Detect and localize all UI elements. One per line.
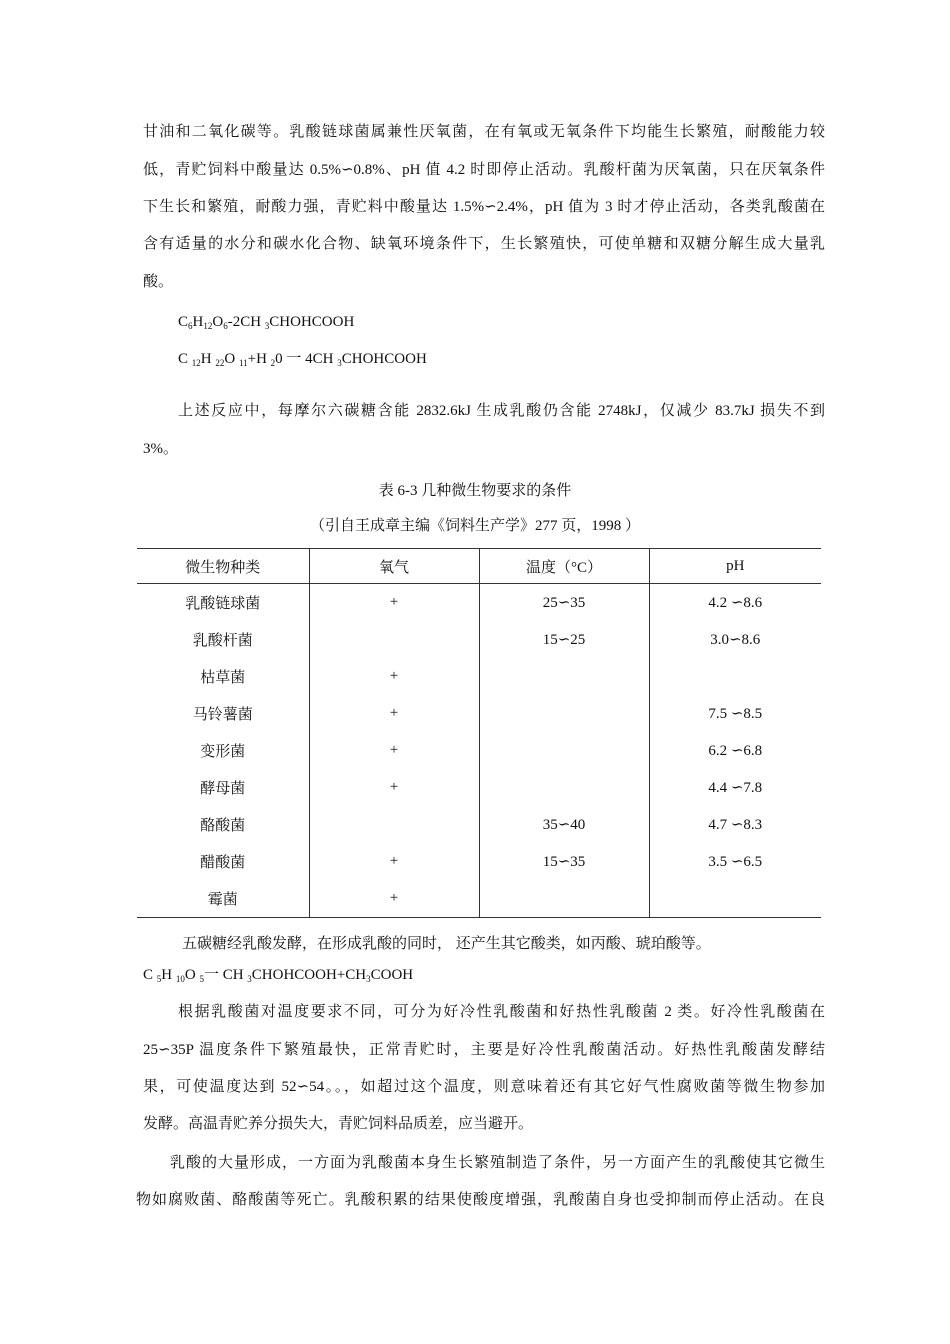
table-header-row (137, 549, 821, 584)
cell-temperature (479, 880, 649, 918)
table-row (137, 843, 821, 880)
cell-microbe: 酵母菌 (200, 781, 246, 797)
cell-oxygen: + (309, 695, 479, 732)
cell-oxygen: + (309, 843, 479, 880)
microbe-conditions-table (137, 548, 821, 918)
text-line: 上述反应中，每摩尔六碳糖含能 2832.6kJ 生成乳酸仍含能 2748kJ，仅减少 83.7kJ 损失不到 (178, 403, 825, 419)
cell-oxygen (309, 621, 479, 658)
table-row (137, 658, 821, 695)
text-line: 含有适量的水分和碳水化合物、缺氧环境条件下，生长繁殖快，可使单糖和双糖分解生成大量乳 (143, 236, 825, 252)
header-ph: pH (649, 549, 821, 584)
cell-ph: 3.0∽8.6 (649, 621, 821, 658)
text-line: 果，可使温度达到 52∽54。。，如超过这个温度，则意味着还有其它好气性腐败菌等微生物参加 (143, 1079, 825, 1095)
cell-oxygen: + (309, 880, 479, 918)
formula-disaccharide: C $_{12}$H $_{22}$O $_{11}$+H $_2$0 一 4CH $_3$CHOHCOOH (178, 351, 427, 368)
cell-ph (649, 880, 821, 918)
header-oxygen: 氧气 (309, 549, 479, 584)
cell-oxygen (309, 806, 479, 843)
cell-temperature (479, 732, 649, 769)
table-caption: 表 6-3 几种微生物要求的条件 (378, 483, 572, 499)
text-line: 乳酸的大量形成，一方面为乳酸菌本身生长繁殖制造了条件，另一方面产生的乳酸使其它微生 (170, 1155, 825, 1171)
header-temperature: 温度（°C） (479, 549, 649, 584)
table-row (137, 584, 821, 622)
text-line: 低，青贮饲料中酸量达 0.5%∽0.8%、pH 值 4.2 时即停止活动。乳酸杆菌为厌氧菌，只在厌氧条件 (143, 162, 825, 178)
cell-microbe: 酪酸菌 (200, 818, 246, 834)
table-row (137, 880, 821, 918)
cell-oxygen: + (309, 732, 479, 769)
cell-oxygen: + (309, 658, 479, 695)
cell-temperature (479, 658, 649, 695)
cell-ph: 7.5 ∽8.5 (649, 695, 821, 732)
cell-ph: 3.5 ∽6.5 (649, 843, 821, 880)
cell-microbe: 枯草菌 (200, 670, 246, 686)
table-row (137, 769, 821, 806)
cell-microbe: 变形菌 (200, 744, 246, 760)
cell-ph: 4.7 ∽8.3 (649, 806, 821, 843)
table-row (137, 806, 821, 843)
cell-microbe: 醋酸菌 (200, 855, 246, 871)
cell-oxygen: + (309, 769, 479, 806)
table-row (137, 621, 821, 658)
cell-oxygen: + (309, 584, 479, 622)
cell-ph: 4.4 ∽7.8 (649, 769, 821, 806)
cell-temperature: 15∽35 (479, 843, 649, 880)
cell-temperature (479, 695, 649, 732)
formula-hexose: $C_6H_{12}O_6-2CH$ $_3$CHOHCOOH (178, 314, 355, 331)
text-line: 物如腐败菌、酪酸菌等死亡。乳酸积累的结果使酸度增强，乳酸菌自身也受抑制而停止活动。在良 (136, 1192, 825, 1208)
text-line: 甘油和二氧化碳等。乳酸链球菌属兼性厌氧菌，在有氧或无氧条件下均能生长繁殖，耐酸能力较 (143, 124, 825, 140)
cell-microbe: 乳酸杆菌 (192, 633, 253, 649)
cell-microbe: 霉菌 (207, 892, 238, 908)
text-line: 3%。 (143, 441, 178, 457)
paragraph-pentose: 五碳糖经乳酸发酵，在形成乳酸的同时， 还产生其它酸类，如丙酸、琥珀酸等。 (182, 936, 711, 952)
cell-ph (649, 658, 821, 695)
cell-temperature (479, 769, 649, 806)
header-microbe: 微生物种类 (185, 559, 261, 576)
cell-temperature: 35∽40 (479, 806, 649, 843)
cell-temperature: 25∽35 (479, 584, 649, 622)
cell-microbe: 马铃薯菌 (192, 707, 253, 723)
text-line: 下生长和繁殖，耐酸力强，青贮料中酸量达 1.5%∽2.4%，pH 值为 3 时才停止活动，各类乳酸菌在 (143, 199, 825, 215)
text-line: 根据乳酸菌对温度要求不同，可分为好冷性乳酸菌和好热性乳酸菌 2 类。好冷性乳酸菌在 (178, 1004, 825, 1020)
table-row (137, 695, 821, 732)
text-line: 酸。 (143, 274, 174, 290)
text-line: 发酵。高温青贮养分损失大，青贮饲料品质差，应当避开。 (143, 1116, 534, 1132)
table-row (137, 732, 821, 769)
cell-ph: 6.2 ∽6.8 (649, 732, 821, 769)
cell-ph: 4.2 ∽8.6 (649, 584, 821, 622)
table-source: （引自王成章主编《饲料生产学》277 页，1998 ） (309, 518, 640, 534)
cell-temperature: 15∽25 (479, 621, 649, 658)
cell-microbe: 乳酸链球菌 (185, 596, 261, 612)
text-line: 25∽35P 温度条件下繁殖最快，正常青贮时，主要是好冷性乳酸菌活动。好热性乳酸菌发酵结 (143, 1042, 825, 1058)
formula-pentose: C $_5$H $_{10}$O $_5$一 CH $_3CHOHCOOH+CH_3COOH$ (143, 967, 414, 984)
